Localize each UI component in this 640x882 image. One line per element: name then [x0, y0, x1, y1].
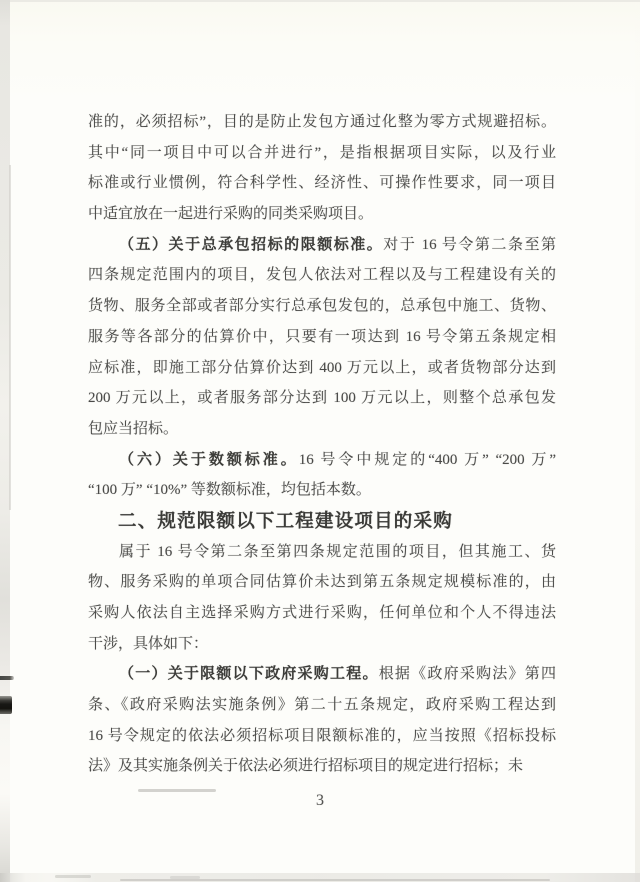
text-line: 法》及其实施条例关于依法必须进行招标项目的规定进行招标；未 — [88, 758, 524, 775]
text-line: （一）关于限额以下政府采购工程。根据《政府采购法》第四 — [119, 666, 556, 683]
scan-artifact-ink-block — [0, 696, 12, 714]
scan-edge-right — [635, 0, 640, 882]
text-line: 包应当招标。 — [88, 420, 179, 437]
text-line: 标准或行业惯例，符合科学性、经济性、可操作性要求，同一项目 — [88, 175, 556, 192]
text-line: 其中“同一项目中可以合并进行”，是指根据项目实际，以及行业 — [88, 144, 556, 161]
page-number: 3 — [316, 792, 324, 809]
text-line: 16 号令规定的依法必须招标项目限额标准的，应当按照《招标投标 — [88, 727, 556, 744]
bold-lead: （五）关于总承包招标的限额标准。 — [119, 236, 384, 253]
text-line: 采购人依法自主选择采购方式进行采购，任何单位和个人不得违法 — [88, 605, 556, 621]
text-line: 应标准，即施工部分估算价达到 400 万元以上，或者货物部分达到 — [88, 359, 556, 376]
text-line: 200 万元以上，或者服务部分达到 100 万元以上，则整个总承包发 — [88, 390, 556, 407]
document-body — [88, 107, 556, 782]
text-line: 准的，必须招标”，目的是防止发包方通过化整为零方式规避招标。 — [88, 114, 556, 130]
scan-artifact-ink-line — [0, 676, 14, 680]
text-line: （五）关于总承包招标的限额标准。对于 16 号令第二条至第 — [119, 236, 556, 253]
scan-artifact-bottom-line — [120, 879, 550, 881]
text-line: 干涉，具体如下： — [88, 635, 209, 652]
scan-artifact-smudge — [170, 876, 200, 879]
section-heading: 二、规范限额以下工程建设项目的采购 — [118, 509, 453, 531]
scan-artifact-smudge — [55, 875, 91, 878]
bold-lead: （六）关于数额标准。 — [119, 451, 299, 468]
text-line: 服务等各部分的估算价中，只要有一项达到 16 号令第五条规定相 — [88, 328, 556, 345]
text-line: 中适宜放在一起进行采购的同类采购项目。 — [88, 206, 374, 223]
text-line: 条、《政府采购法实施条例》第二十五条规定，政府采购工程达到 — [88, 697, 556, 714]
text-line: （六）关于数额标准。16 号令中规定的“400 万” “200 万” — [119, 451, 556, 468]
text-line: 货物、服务全部或者部分实行总承包发包的，总承包中施工、货物、 — [88, 298, 556, 315]
text-line: 属于 16 号令第二条至第四条规定范围的项目，但其施工、货 — [119, 543, 556, 560]
bold-lead: （一）关于限额以下政府采购工程。 — [119, 666, 379, 683]
text-line: 物、服务采购的单项合同估算价未达到第五条规定规模标准的，由 — [88, 574, 556, 591]
scan-edge-top — [0, 0, 640, 2]
text-line: 四条规定范围内的项目，发包人依法对工程以及与工程建设有关的 — [88, 267, 556, 284]
text-line: “100 万” “10%” 等数额标准，均包括本数。 — [88, 482, 371, 499]
scan-edge-seam — [9, 165, 11, 510]
